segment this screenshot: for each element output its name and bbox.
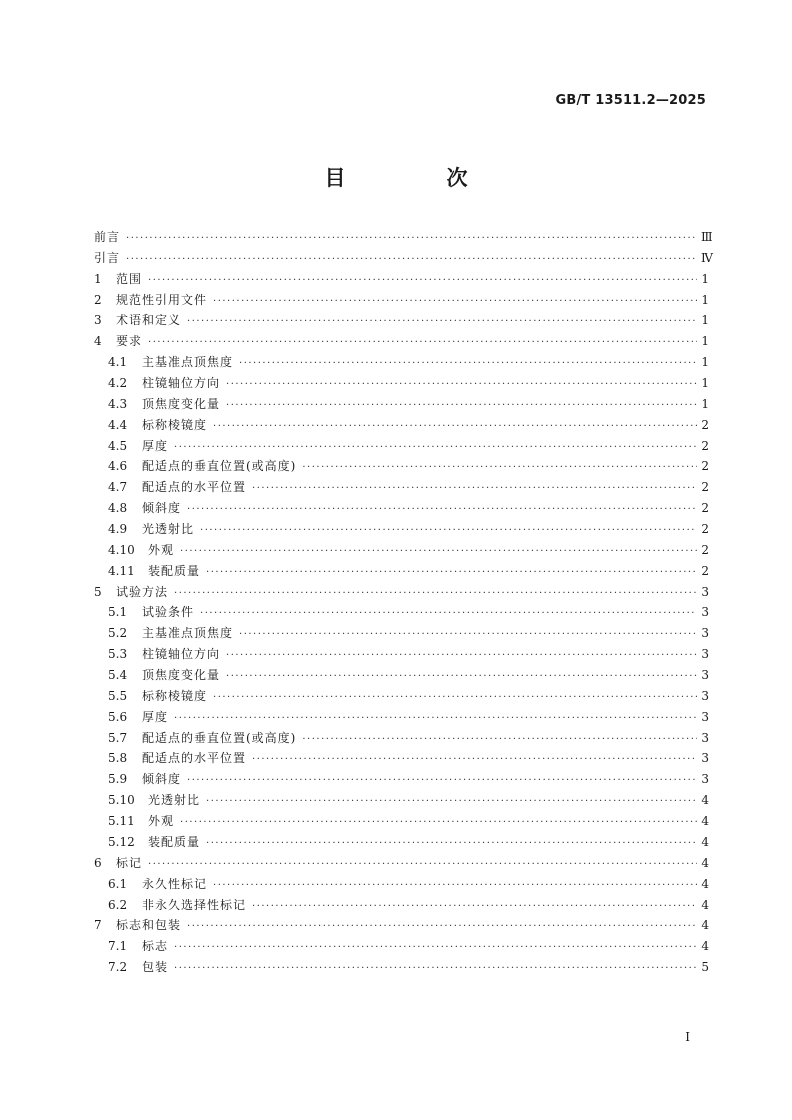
toc-entry-page: 3 — [701, 751, 709, 766]
toc-entry-number: 4.8 — [108, 501, 128, 516]
toc-leader-dots — [226, 375, 697, 396]
toc-leader-dots — [302, 730, 697, 751]
toc-entry[interactable] — [94, 707, 709, 728]
toc-entry-label: 柱镜轴位方向 — [142, 376, 221, 391]
toc-entry-page: 1 — [701, 355, 709, 370]
toc-leader-dots — [180, 813, 697, 834]
toc-entry[interactable] — [94, 477, 709, 498]
toc-entry-number: 6.1 — [108, 876, 128, 891]
toc-entry-page: 4 — [701, 876, 709, 891]
toc-leader-dots — [174, 438, 697, 459]
toc-entry-page: 3 — [701, 772, 709, 787]
toc-leader-dots — [200, 604, 697, 625]
toc-entry[interactable] — [94, 665, 709, 686]
toc-entry[interactable] — [94, 915, 709, 936]
toc-entry[interactable] — [94, 728, 709, 749]
toc-entry-page: 5 — [701, 960, 709, 975]
toc-leader-dots — [174, 959, 697, 980]
toc-entry[interactable] — [94, 874, 709, 895]
toc-entry-page: 2 — [701, 417, 709, 432]
toc-entry-page: 2 — [701, 542, 709, 557]
toc-entry-label: 光透射比 — [142, 522, 195, 537]
toc-entry-label: 配适点的水平位置 — [142, 751, 247, 766]
toc-leader-dots — [126, 229, 697, 250]
toc-entry-label: 配适点的垂直位置(或高度) — [142, 459, 297, 474]
toc-leader-dots — [206, 792, 697, 813]
toc-entry-label: 外观 — [148, 542, 175, 557]
toc-entry[interactable] — [94, 248, 713, 269]
toc-entry[interactable] — [94, 602, 709, 623]
toc-entry-label: 试验条件 — [142, 605, 195, 620]
toc-entry-number: 4.1 — [108, 355, 128, 370]
toc-entry[interactable] — [94, 227, 713, 248]
toc-leader-dots — [200, 521, 697, 542]
toc-entry-label: 标称棱镜度 — [142, 688, 208, 703]
toc-entry-label: 主基准点顶焦度 — [142, 355, 234, 370]
toc-entry-label: 前言 — [94, 230, 121, 244]
toc-leader-dots — [174, 584, 697, 605]
toc-entry-page: 2 — [701, 522, 709, 537]
toc-leader-dots — [226, 396, 697, 417]
toc-entry-page: 3 — [701, 668, 709, 683]
toc-entry-label: 范围 — [116, 271, 143, 286]
toc-entry-number: 4.11 — [108, 563, 135, 578]
toc-entry-number: 5.3 — [108, 647, 128, 662]
toc-entry-page: 4 — [701, 855, 709, 870]
toc-leader-dots — [187, 771, 697, 792]
toc-entry-label: 外观 — [148, 814, 175, 829]
toc-entry[interactable] — [94, 540, 709, 561]
toc-entry-label: 要求 — [116, 334, 143, 349]
toc-entry-number: 1 — [94, 271, 102, 286]
toc-entry-number: 4.6 — [108, 459, 128, 474]
table-of-contents — [94, 227, 713, 978]
toc-leader-dots — [252, 897, 697, 918]
toc-entry[interactable] — [94, 748, 709, 769]
toc-entry[interactable] — [94, 436, 709, 457]
toc-entry[interactable] — [94, 331, 709, 352]
toc-entry-number: 5.11 — [108, 814, 135, 829]
toc-entry-page: 4 — [701, 834, 709, 849]
toc-entry-number: 4 — [94, 334, 102, 349]
toc-entry-page: 1 — [701, 292, 709, 307]
toc-entry-label: 配适点的垂直位置(或高度) — [142, 730, 297, 745]
toc-entry-number: 4.2 — [108, 376, 128, 391]
toc-leader-dots — [239, 625, 697, 646]
toc-entry[interactable] — [94, 790, 709, 811]
toc-entry-number: 5.2 — [108, 626, 128, 641]
toc-entry[interactable] — [94, 895, 709, 916]
toc-entry-number: 5.6 — [108, 709, 128, 724]
toc-leader-dots — [187, 500, 697, 521]
toc-entry[interactable] — [94, 853, 709, 874]
toc-entry-label: 标志和包装 — [116, 918, 182, 933]
toc-entry-label: 标称棱镜度 — [142, 417, 208, 432]
toc-entry[interactable] — [94, 582, 709, 603]
toc-entry-number: 4.10 — [108, 542, 135, 557]
toc-leader-dots — [206, 834, 697, 855]
toc-leader-dots — [302, 458, 697, 479]
toc-entry-label: 装配质量 — [148, 563, 201, 578]
toc-entry-page: 2 — [701, 459, 709, 474]
toc-entry-number: 5.7 — [108, 730, 128, 745]
toc-entry-label: 厚度 — [142, 438, 169, 453]
toc-entry[interactable] — [94, 290, 709, 311]
toc-entry-page: 1 — [701, 334, 709, 349]
toc-entry-number: 5.4 — [108, 668, 128, 683]
toc-entry-label: 厚度 — [142, 709, 169, 724]
toc-entry[interactable] — [94, 561, 709, 582]
toc-entry-page: Ⅲ — [701, 230, 713, 244]
toc-leader-dots — [226, 667, 697, 688]
toc-entry-number: 4.5 — [108, 438, 128, 453]
toc-entry[interactable] — [94, 811, 709, 832]
toc-entry[interactable] — [94, 415, 709, 436]
toc-leader-dots — [187, 917, 697, 938]
toc-entry-page: 1 — [701, 376, 709, 391]
toc-entry-number: 6 — [94, 855, 102, 870]
toc-entry-label: 永久性标记 — [142, 876, 208, 891]
toc-entry[interactable] — [94, 269, 709, 290]
toc-entry-label: 包装 — [142, 960, 169, 975]
toc-entry-page: 4 — [701, 897, 709, 912]
toc-entry[interactable] — [94, 957, 709, 978]
toc-entry-label: 试验方法 — [116, 584, 169, 599]
toc-entry[interactable] — [94, 644, 709, 665]
toc-entry[interactable] — [94, 352, 709, 373]
toc-entry-label: 光透射比 — [148, 793, 201, 808]
toc-entry-number: 5.9 — [108, 772, 128, 787]
toc-entry-number: 4.9 — [108, 522, 128, 537]
toc-entry-page: 2 — [701, 480, 709, 495]
toc-entry-label: 标记 — [116, 855, 143, 870]
toc-leader-dots — [239, 354, 697, 375]
toc-leader-dots — [213, 417, 697, 438]
toc-entry-page: 3 — [701, 584, 709, 599]
toc-entry-number: 2 — [94, 292, 102, 307]
toc-entry-page: 3 — [701, 626, 709, 641]
toc-entry[interactable] — [94, 832, 709, 853]
toc-entry[interactable] — [94, 498, 709, 519]
toc-entry-number: 5.1 — [108, 605, 128, 620]
toc-entry-number: 4.7 — [108, 480, 128, 495]
toc-leader-dots — [226, 646, 697, 667]
toc-entry-number: 4.3 — [108, 396, 128, 411]
toc-entry-label: 倾斜度 — [142, 772, 182, 787]
toc-entry-number: 7.1 — [108, 939, 128, 954]
toc-entry-page: 3 — [701, 647, 709, 662]
toc-entry-label: 顶焦度变化量 — [142, 396, 221, 411]
toc-entry[interactable] — [94, 623, 709, 644]
toc-entry-number: 3 — [94, 313, 102, 328]
toc-entry-page: 4 — [701, 793, 709, 808]
toc-entry-number: 5.12 — [108, 834, 135, 849]
toc-entry-page: 4 — [701, 939, 709, 954]
toc-entry-page: 1 — [701, 271, 709, 286]
toc-leader-dots — [187, 312, 697, 333]
toc-entry-page: 3 — [701, 730, 709, 745]
toc-leader-dots — [148, 271, 697, 292]
toc-entry[interactable] — [94, 519, 709, 540]
toc-entry-number: 4.4 — [108, 417, 128, 432]
toc-entry-page: 2 — [701, 438, 709, 453]
toc-entry[interactable] — [94, 769, 709, 790]
toc-entry-label: 引言 — [94, 250, 121, 265]
toc-entry-number: 7 — [94, 918, 102, 933]
page-number: I — [685, 1030, 690, 1044]
toc-entry-page: 1 — [701, 396, 709, 411]
toc-entry-number: 5.5 — [108, 688, 128, 703]
toc-entry[interactable] — [94, 373, 709, 394]
toc-entry-page: 3 — [701, 688, 709, 703]
page-title: 目 次 — [324, 166, 508, 190]
toc-entry-page: 2 — [701, 563, 709, 578]
toc-entry[interactable] — [94, 310, 709, 331]
toc-leader-dots — [174, 709, 697, 730]
toc-entry-number: 5.8 — [108, 751, 128, 766]
toc-entry-label: 倾斜度 — [142, 501, 182, 516]
toc-entry-number: 7.2 — [108, 960, 128, 975]
standard-code: GB/T 13511.2—2025 — [555, 93, 706, 108]
toc-entry[interactable] — [94, 394, 709, 415]
toc-leader-dots — [252, 479, 697, 500]
toc-entry-number: 5 — [94, 584, 102, 599]
toc-entry-label: 规范性引用文件 — [116, 292, 208, 307]
toc-entry-page: 4 — [701, 918, 709, 933]
toc-entry-label: 标志 — [142, 939, 169, 954]
toc-entry[interactable] — [94, 686, 709, 707]
toc-entry-page: 1 — [701, 313, 709, 328]
toc-leader-dots — [126, 250, 697, 271]
toc-entry-page: 2 — [701, 501, 709, 516]
toc-entry-label: 非永久选择性标记 — [142, 897, 247, 912]
toc-leader-dots — [148, 855, 697, 876]
toc-entry-label: 配适点的水平位置 — [142, 480, 247, 495]
toc-entry-page: Ⅳ — [701, 250, 713, 265]
toc-leader-dots — [148, 333, 697, 354]
toc-leader-dots — [213, 876, 697, 897]
toc-leader-dots — [213, 292, 697, 313]
toc-leader-dots — [174, 938, 697, 959]
toc-entry-label: 柱镜轴位方向 — [142, 647, 221, 662]
toc-leader-dots — [252, 750, 697, 771]
toc-entry-page: 4 — [701, 814, 709, 829]
toc-leader-dots — [180, 542, 697, 563]
toc-entry-page: 3 — [701, 605, 709, 620]
toc-entry[interactable] — [94, 456, 709, 477]
toc-entry-label: 装配质量 — [148, 834, 201, 849]
toc-leader-dots — [206, 563, 697, 584]
toc-entry[interactable] — [94, 936, 709, 957]
toc-entry-label: 顶焦度变化量 — [142, 668, 221, 683]
toc-entry-number: 6.2 — [108, 897, 128, 912]
toc-leader-dots — [213, 688, 697, 709]
toc-entry-page: 3 — [701, 709, 709, 724]
toc-entry-number: 5.10 — [108, 793, 135, 808]
toc-entry-label: 术语和定义 — [116, 313, 182, 328]
toc-entry-label: 主基准点顶焦度 — [142, 626, 234, 641]
